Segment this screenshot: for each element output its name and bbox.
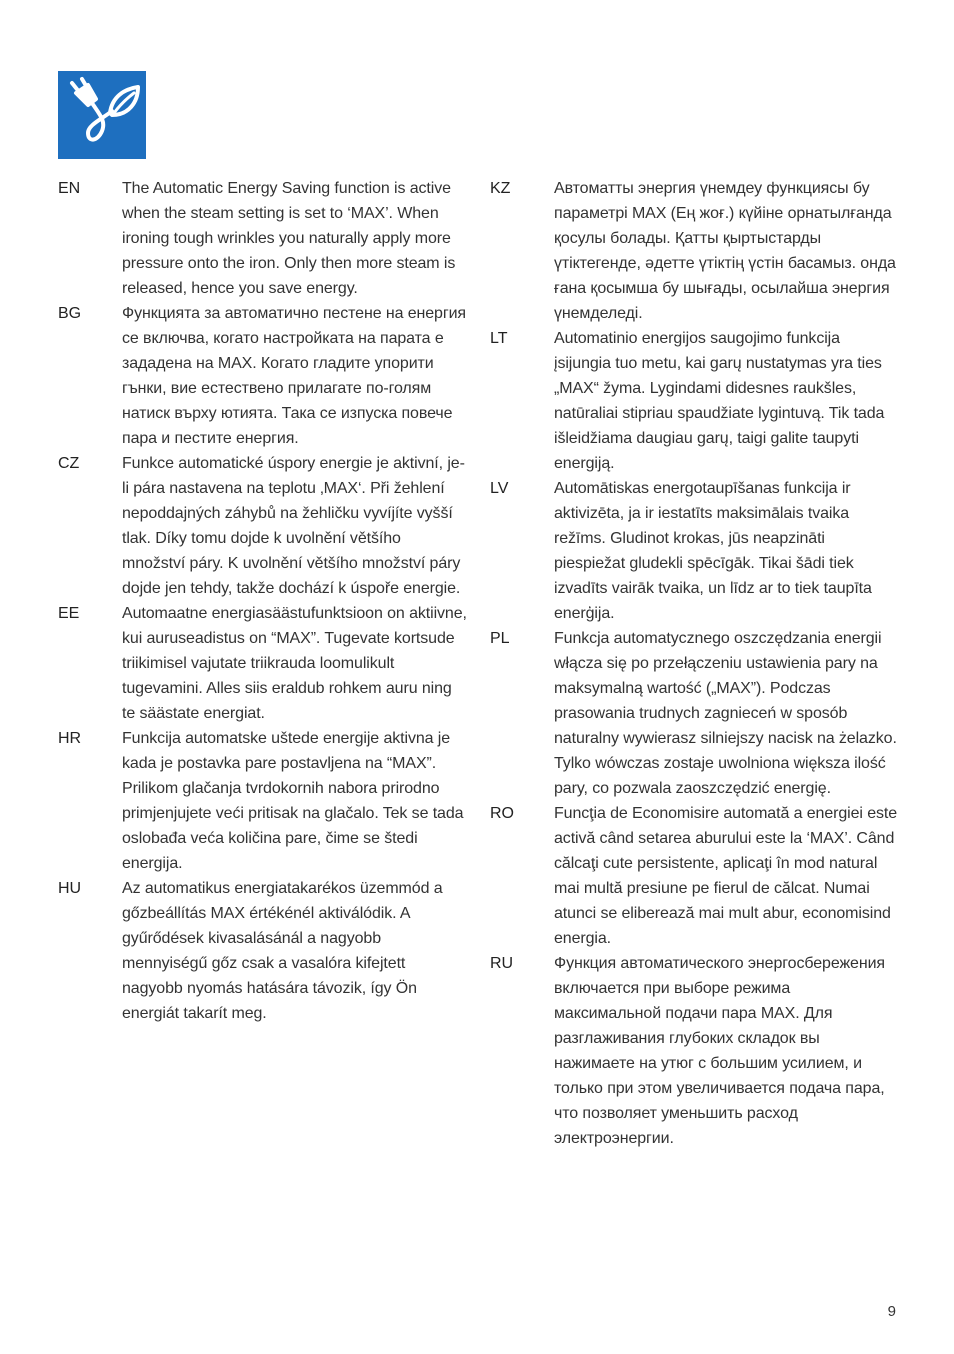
language-text: Funcţia de Economisire automată a energiei este activă când setarea aburului este la ‘MAX’. Când călcaţi cute persistente, aplicaţi în mod natural mai multă presiune pe fierul de călcat. Numai atunci se eliberează mai mult abur, economisind energia. <box>554 805 898 947</box>
language-code: HR <box>58 730 82 747</box>
language-code: EN <box>58 180 81 197</box>
language-code: BG <box>58 305 82 322</box>
language-text: Funkce automatické úspory energie je aktivní, je-li pára nastavena na teplotu ‚MAX‘. Při žehlení nepoddajných záhybů na žehličku vyvíjíte vyšší tlak. Díky tomu dojde k uvolnění většího množství páry. K uvolnění většího množství páry dojde jen tehdy, takže dochází k úspoře energie. <box>122 455 465 597</box>
language-entry-pl <box>490 626 900 801</box>
eco-plug-leaf-icon <box>58 71 146 159</box>
language-entry-ro <box>490 801 900 951</box>
language-entry-bg <box>58 301 468 451</box>
language-text: Automatinio energijos saugojimo funkcija įsijungia tuo metu, kai garų nustatymas yra ties „MAX“ žyma. Lygindami didesnes raukšles, natūraliai stipriau spaudžiate lygintuvą. Tik tada išleidžiama daugiau garų, taigi galite taupyti energiją. <box>554 330 885 472</box>
language-code: LT <box>490 330 508 347</box>
language-code: RO <box>490 805 514 822</box>
eco-logo <box>58 71 146 159</box>
language-text: Automaatne energiasäästufunktsioon on aktiivne, kui auruseadistus on “MAX”. Tugevate kortsude triikimisel vajutate triikrauda loomulikult tugevamini. Alles siis eraldub rohkem auru ning te säästate energiat. <box>122 605 467 722</box>
language-text: Funkcja automatycznego oszczędzania energii włącza się po przełączeniu ustawienia pary na maksymalną wartość („MAX”). Podczas prasowania trudnych zagnieceń w sposób naturalny wywierasz silniejszy nacisk na żelazko. Tylko wówczas zostaje uwolniona większa ilość pary, co pozwala zaoszczędzić energię. <box>554 630 897 797</box>
language-text: Функцията за автоматично пестене на енергия се включва, когато настройката на парата е зададена на MAX. Когато гладите упорити гънки, вие естествено прилагате по-голям натиск върху ютията. Така се изпуска повече пара и пестите енергия. <box>122 305 466 447</box>
language-code: LV <box>490 480 509 497</box>
language-code: PL <box>490 630 510 647</box>
language-entry-hu <box>58 876 468 1026</box>
language-entry-hr <box>58 726 468 876</box>
language-code: EE <box>58 605 80 622</box>
language-entry-kz <box>490 176 900 326</box>
left-column <box>58 176 468 1026</box>
page-number: 9 <box>887 1303 896 1320</box>
language-entry-lt <box>490 326 900 476</box>
right-column <box>490 176 900 1151</box>
language-text: The Automatic Energy Saving function is active when the steam setting is set to ‘MAX’. When ironing tough wrinkles you naturally apply more pressure onto the iron. Only then more steam is released, hence you save energy. <box>122 180 456 297</box>
language-code: HU <box>58 880 82 897</box>
language-text: Автоматты энергия үнемдеу функциясы бу параметрі MAX (Ең жоғ.) күйіне орнатылғанда қосулы болады. Қатты қыртыстарды үтіктегенде, әдетте үтіктің үстін басамыз. онда ғана қосымша бу шығады, осылайша энергия үнемделеді. <box>554 180 896 322</box>
language-text: Automātiskas energotaupīšanas funkcija ir aktivizēta, ja ir iestatīts maksimālais tvaika režīms. Gludinot krokas, jūs neapzināti piespiežat gludekli spēcīgāk. Tikai šādi tiek izvadīts vairāk tvaika, un līdz ar to tiek taupīta enerģija. <box>554 480 872 622</box>
language-entry-lv <box>490 476 900 626</box>
language-text: Функция автоматического энергосбережения включается при выборе режима максимальной подачи пара MAX. Для разглаживания глубоких складок вы нажимаете на утюг с большим усилием, и только при этом увеличивается подача пара, что позволяет уменьшить расход электроэнергии. <box>554 955 885 1147</box>
language-text: Funkcija automatske uštede energije aktivna je kada je postavka pare postavljena na “MAX”. Prilikom glačanja tvrdokornih nabora prirodno primjenjujete veći pritisak na glačalo. Tek se tada oslobađa veća količina pare, čime se štedi energija. <box>122 730 464 872</box>
language-entry-ru <box>490 951 900 1151</box>
language-entry-cz <box>58 451 468 601</box>
language-entry-en <box>58 176 468 301</box>
language-code: KZ <box>490 180 511 197</box>
language-code: CZ <box>58 455 80 472</box>
language-entry-ee <box>58 601 468 726</box>
language-code: RU <box>490 955 514 972</box>
language-text: Az automatikus energiatakarékos üzemmód a gőzbeállítás MAX értékénél aktiválódik. A gyűrődések kivasalásánál a nagyobb mennyiségű gőz csak a vasalóra kifejtett nagyobb nyomás hatására távozik, így Ön energiát takarít meg. <box>122 880 443 1022</box>
